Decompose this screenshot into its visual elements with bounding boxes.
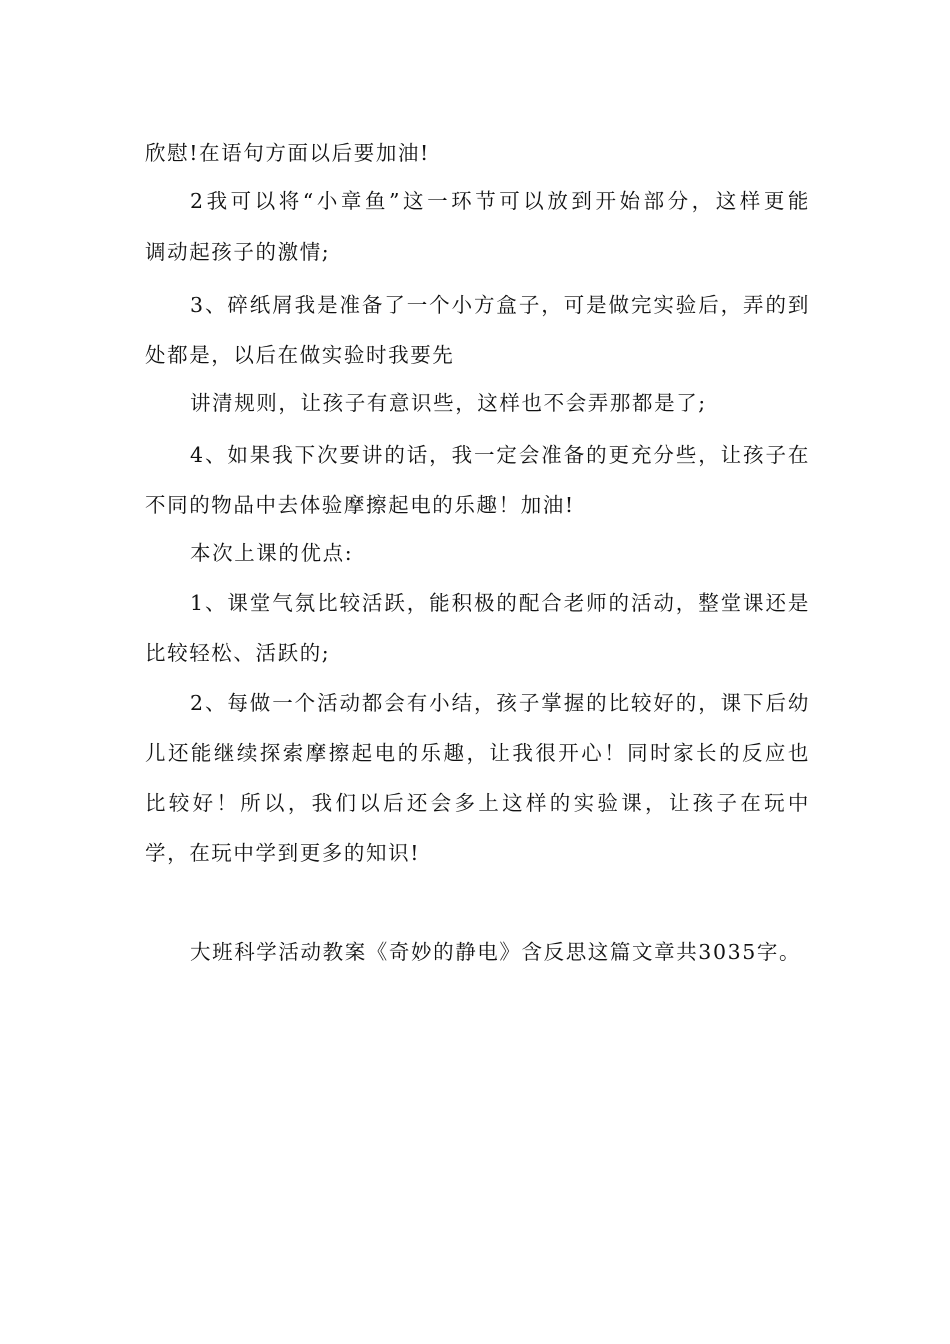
section-heading: 本次上课的优点: bbox=[190, 541, 354, 565]
paragraph-line: 比较好！所以，我们以后还会多上这样的实验课，让孩子在玩中 bbox=[145, 791, 810, 815]
document-footer-note: 大班科学活动教案《奇妙的静电》含反思这篇文章共3035字。 bbox=[190, 940, 802, 964]
paragraph-line: 2、每做一个活动都会有小结，孩子掌握的比较好的，课下后幼 bbox=[190, 691, 810, 715]
paragraph-line: 不同的物品中去体验摩擦起电的乐趣！加油! bbox=[145, 493, 575, 517]
paragraph-line: 3、碎纸屑我是准备了一个小方盒子，可是做完实验后，弄的到 bbox=[190, 293, 810, 317]
paragraph-line: 1、课堂气氛比较活跃，能积极的配合老师的活动，整堂课还是 bbox=[190, 591, 810, 615]
paragraph-line: 调动起孩子的激情; bbox=[145, 240, 331, 264]
paragraph-line: 2我可以将“小章鱼”这一环节可以放到开始部分，这样更能 bbox=[190, 189, 810, 213]
paragraph-line: 比较轻松、活跃的; bbox=[145, 641, 331, 665]
paragraph-line: 学，在玩中学到更多的知识! bbox=[145, 841, 421, 865]
paragraph-line: 儿还能继续探索摩擦起电的乐趣，让我很开心！同时家长的反应也 bbox=[145, 741, 810, 765]
paragraph-line: 处都是，以后在做实验时我要先 bbox=[145, 343, 455, 367]
paragraph-line: 欣慰!在语句方面以后要加油! bbox=[145, 141, 430, 165]
paragraph-line: 讲清规则，让孩子有意识些，这样也不会弄那都是了; bbox=[190, 391, 707, 415]
paragraph-line: 4、如果我下次要讲的话，我一定会准备的更充分些，让孩子在 bbox=[190, 443, 810, 467]
